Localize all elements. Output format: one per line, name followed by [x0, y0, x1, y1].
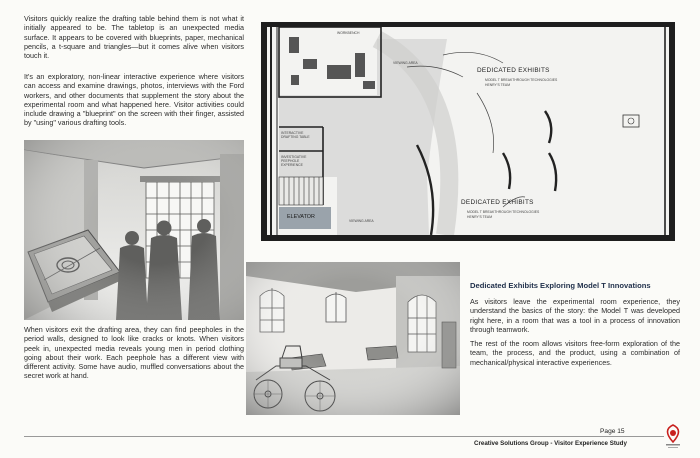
drafting-table-illustration [24, 140, 244, 320]
exhibit-sub-bottom-2: HENRY'S TEAM [467, 215, 493, 219]
exhibits-heading: Dedicated Exhibits Exploring Model T Innovations [470, 281, 651, 290]
exhibit-sub-top-1: MODEL T BREAKTHROUGH TECHNOLOGIES [485, 78, 558, 82]
floor-plan-drawing [267, 27, 669, 235]
elevator-label: ELEVATOR [287, 214, 315, 220]
viewing-area-label: VIEWING AREA [393, 61, 418, 65]
model-t-room-illustration [246, 262, 460, 415]
viewing-area-label-lower: VIEWING AREA [349, 219, 374, 223]
footer-divider [24, 436, 664, 437]
elevator-block [279, 207, 331, 229]
drafting-room-sketch [24, 140, 244, 320]
exhibits-paragraph-1: As visitors leave the experimental room experience, they understand the basics of the story: the Model T was developed right here, in a room that was a tool in a process of innovation through teamwork. [470, 297, 680, 334]
model-t-sketch [246, 262, 460, 415]
dedicated-exhibits-label-top: DEDICATED EXHIBITS [477, 67, 550, 74]
page-number: Page 15 [600, 428, 625, 435]
footer-title: Creative Solutions Group - Visitor Experience Study [474, 440, 627, 447]
workbench-label: WORKBENCH [337, 31, 360, 35]
dedicated-exhibits-label-bottom: DEDICATED EXHIBITS [461, 199, 534, 206]
drafting-table-label: INTERACTIVE DRAFTING TABLE [281, 131, 310, 140]
intro-paragraph-2: It's an exploratory, non-linear interactive experience where visitors can access and examine drawings, photos, interviews with the Ford workers, and other documents that supplement the story about the experimental room and what happened here. Visitor activities could include drawing a "blueprint" on the screen with their finger, assisted by "using" various drafting tools. [24, 72, 244, 128]
exhibit-sub-top-2: HENRY'S TEAM [485, 83, 511, 87]
exhibits-paragraph-2: The rest of the room allows visitors free-form exploration of the team, the process, and the product, using a combination of mechanical/physical interactive experiences. [470, 339, 680, 367]
peephole-experience-label: INVESTIGATIVE PEEPHOLE EXPERIENCE [281, 155, 307, 168]
floor-plan [261, 22, 675, 241]
peephole-paragraph: When visitors exit the drafting area, they can find peepholes in the period walls, designed to look like cracks or knots. When visitors peek in, unexpected media reveals young men in period clothing going about their work. Each peephole has a different view with different activity. Some have audio, muffled conversations about the secret work at hand. [24, 325, 244, 381]
company-logo-icon [660, 422, 686, 452]
exhibit-sub-bottom-1: MODEL T BREAKTHROUGH TECHNOLOGIES [467, 210, 540, 214]
intro-paragraph-1: Visitors quickly realize the drafting table behind them is not what it initially appeared to be. The tabletop is an unexpected media surface. It appears to be covered with blueprints, paper, mechanical pencils, a t-square and triangles—but it comes alive when visitors touch it. [24, 14, 244, 61]
